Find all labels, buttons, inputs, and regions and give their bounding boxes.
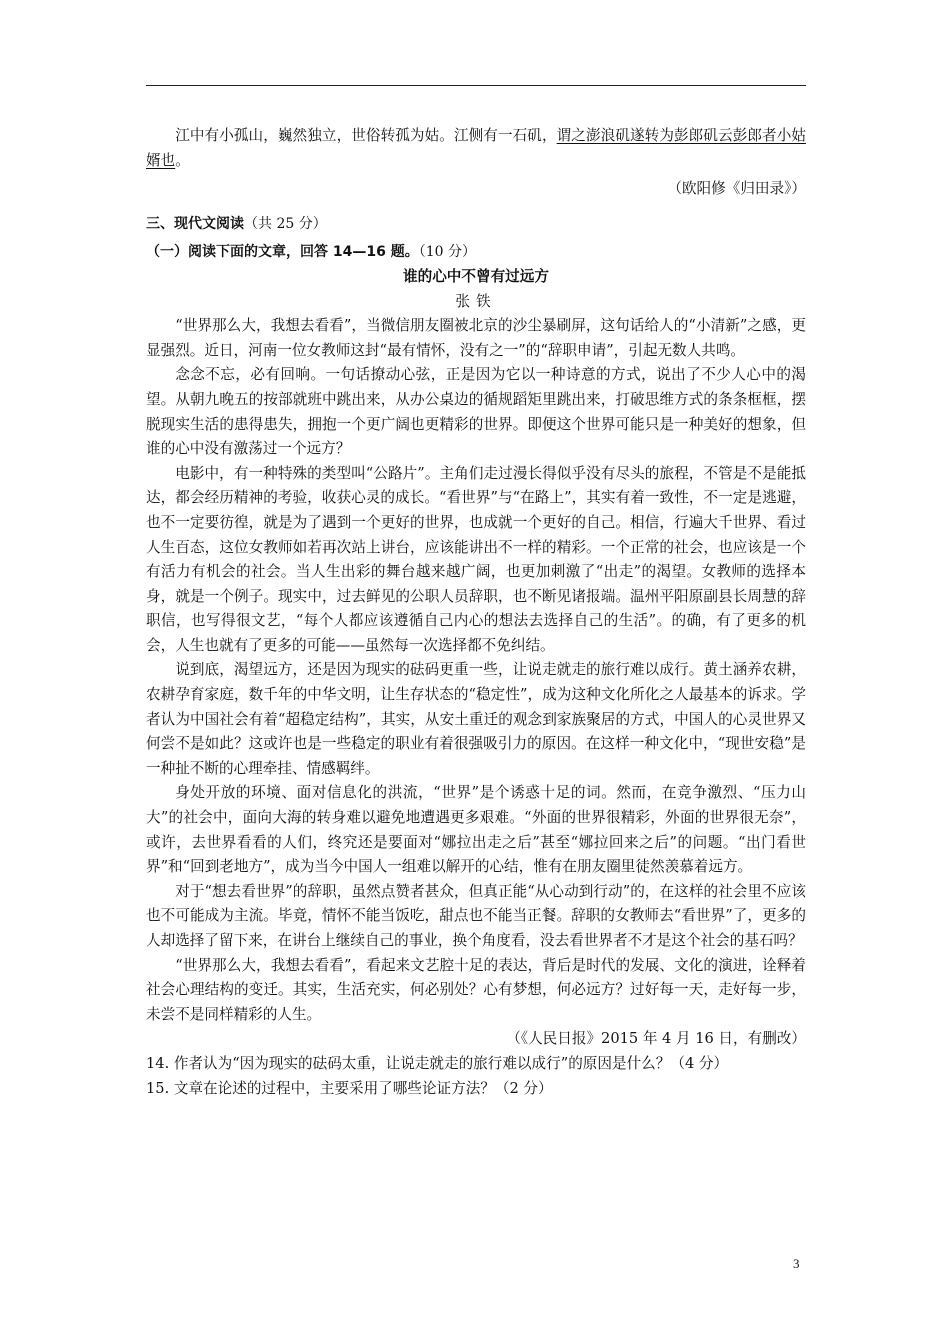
article-paragraph: 身处开放的环境、面对信息化的洪流，“世界”是个诱惑十足的词。然而，在竞争激烈、“压力山大”的社会中，面向大海的转身难以避免地遭遇更多艰难。“外面的世界很精彩，外面的世界很无奈”，或许，去世界看看的人们，终究还是要面对“娜拉出走之后”甚至“娜拉回来之后”的问题。“出门看世界”和“回到老地方”，成为当今中国人一组难以解开的心结，惟有在朋友圈里徒然羡慕着远方。 bbox=[146, 784, 806, 876]
page-number: 3 bbox=[793, 1256, 800, 1271]
article-paragraph: “世界那么大，我想去看看”，看起来文艺腔十足的表达，背后是时代的发展、文化的演进，诠释着社会心理结构的变迁。其实，生活充实，何必别处？心有梦想，何必远方？过好每一天，走好每一步，未尝不是同样精彩的人生。 bbox=[146, 956, 806, 1023]
classical-source: （欧阳修《归田录》） bbox=[667, 180, 806, 198]
article-paragraph: 说到底，渴望远方，还是因为现实的砝码更重一些，让说走就走的旅行难以成行。黄土涵养农耕，农耕孕育家庭，数千年的中华文明，让生存状态的“稳定性”，成为这种文化所化之人最基本的诉求。学者认为中国社会有着“超稳定结构”，其实，从安土重迁的观念到家族聚居的方式，中国人的心灵世界又何尝不是如此？这或许也是一些稳定的职业有着很强吸引力的原因。在这样一种文化中，“现世安稳”是一种扯不断的心理牵挂、情感羁绊。 bbox=[146, 661, 806, 777]
page-content bbox=[146, 124, 806, 1101]
part-heading bbox=[146, 240, 806, 265]
part-score: （10 分） bbox=[418, 244, 476, 261]
article-paragraph: “世界那么大，我想去看看”，当微信朋友圈被北京的沙尘暴刷屏，这句话给人的“小清新”之感，更显强烈。近日，河南一位女教师这封“最有情怀，没有之一”的“辞职申请”，引起无数人共鸣。 bbox=[146, 317, 806, 359]
article-paragraph: 电影中，有一种特殊的类型叫“公路片”。主角们走过漫长得似乎没有尽头的旅程，不管是不是能抵达，都会经历精神的考验，收获心灵的成长。“看世界”与“在路上”，其实有着一致性，不一定是逃避，也不一定要彷徨，就是为了遇到一个更好的世界，也成就一个更好的自己。相信，行遍大千世界、看过人生百态，这位女教师如若再次站上讲台，应该能讲出不一样的精彩。一个正常的社会，也应该是一个有活力有机会的社会。当人生出彩的舞台越来越广阔，也更加刺激了“出走”的渴望。女教师的选择本身，就是一个例子。现实中，过去鲜见的公职人员辞职，也不断见诸报端。温州平阳原副县长周慧的辞职信，也写得很文艺，“每个人都应该遵循自己内心的想法去选择自己的生活”。的确，有了更多的机会，人生也就有了更多的可能——虽然每一次选择都不免纠结。 bbox=[146, 464, 806, 654]
section-heading bbox=[146, 212, 806, 237]
part-instruction: （一）阅读下面的文章，回答 14—16 题。 bbox=[146, 244, 419, 261]
section-title: 三、现代文阅读 bbox=[146, 215, 244, 232]
question-15: 15. 文章在论述的过程中，主要采用了哪些论证方法？（2 分） bbox=[146, 1079, 553, 1097]
header-rule bbox=[146, 85, 806, 86]
classical-text-end: 。 bbox=[175, 151, 190, 169]
article-title: 谁的心中不曾有过远方 bbox=[403, 267, 549, 285]
article-author: 张铁 bbox=[455, 292, 497, 310]
section-score: （共 25 分） bbox=[244, 215, 327, 232]
question-14: 14. 作者认为“因为现实的砝码太重，让说走就走的旅行难以成行”的原因是什么？（4 分） bbox=[146, 1054, 729, 1072]
classical-text: 江中有小孤山，巍然独立，世俗转孤为姑。江侧有一石矶， bbox=[175, 127, 557, 144]
article-paragraph: 念念不忘，必有回响。一句话撩动心弦，正是因为它以一种诗意的方式，说出了不少人心中的渴望。从朝九晚五的按部就班中跳出来，从办公桌边的循规蹈矩里跳出来，打破思维方式的条条框框，摆脱现实生活的患得患失，拥抱一个更广阔也更精彩的世界。即便这个世界可能只是一种美好的想象，但谁的心中没有激荡过一个远方？ bbox=[146, 366, 806, 458]
article-source: （《人民日报》2015 年 4 月 16 日，有删改） bbox=[506, 1030, 806, 1048]
classical-underlined-text: 谓之澎浪矶遂转为彭郎矶云彭郎者小姑婿也 bbox=[146, 127, 806, 169]
article-paragraph: 对于“想去看世界”的辞职，虽然点赞者甚众，但真正能“从心动到行动”的，在这样的社会里不应该也不可能成为主流。毕竟，情怀不能当饭吃，甜点也不能当正餐。辞职的女教师去“看世界”了，更多的人却选择了留下来，在讲台上继续自己的事业，换个角度看，没去看世界者不才是这个社会的基石吗？ bbox=[146, 882, 806, 949]
classical-passage bbox=[146, 124, 806, 173]
